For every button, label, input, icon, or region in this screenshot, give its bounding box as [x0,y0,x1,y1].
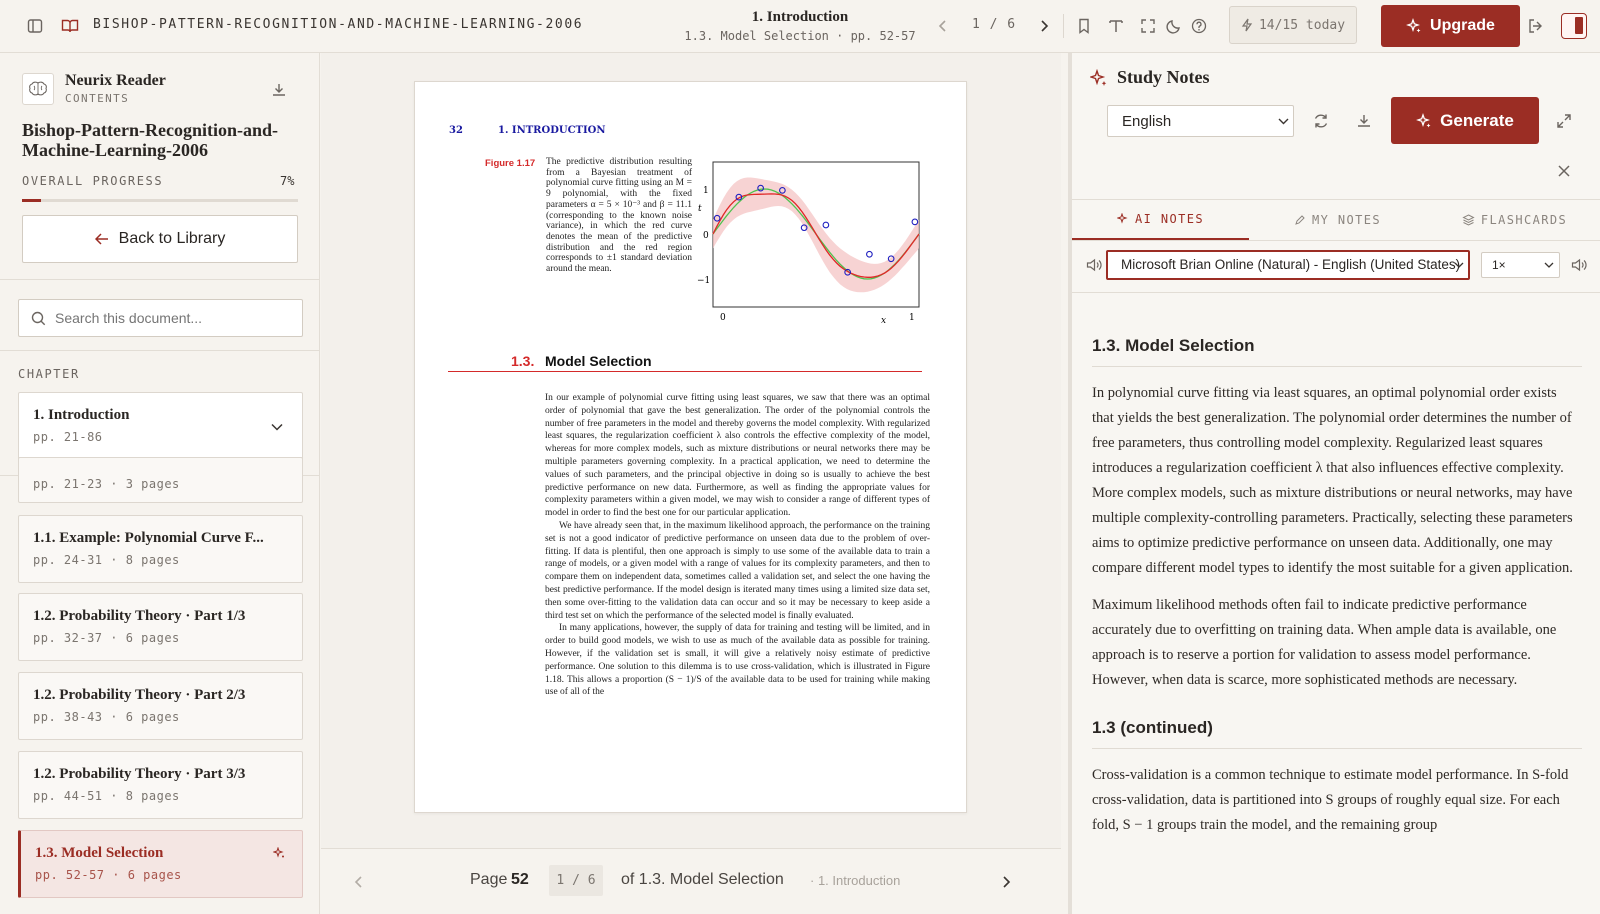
upgrade-button[interactable] [1381,5,1520,47]
fullscreen-icon[interactable] [1137,15,1159,37]
expand-icon[interactable] [1553,110,1575,132]
y-tick-label: −1 [697,276,711,286]
tab-label: MY NOTES [1312,213,1381,227]
chapter-label: CHAPTER [18,367,80,381]
x-axis-label: x [881,316,887,326]
current-page: 52 [511,871,529,888]
close-icon[interactable] [1553,160,1575,182]
toc-item-title: 1.2. Probability Theory · Part 3/3 [33,766,246,782]
page-input[interactable]: 1 / 6 [549,865,603,896]
help-icon[interactable] [1188,15,1210,37]
notes-heading: 1.3. Model Selection [1092,333,1582,367]
page-counter: 1 / 6 [972,17,1017,32]
refresh-icon[interactable] [1310,110,1332,132]
pencil-icon [1294,214,1306,226]
tab-label: FLASHCARDS [1480,213,1568,227]
search-icon [31,311,46,326]
body-paragraph: In our example of polynomial curve fitting using least squares, we saw that there was an optimal order of polynomial that gave the best generalization. The order of the polynomial controls the number of free parameters in the model and thereby governs the model complexity. With regularized least squares, the regularization coefficient λ also controls the effective complexity of the model, whereas for more complex models, such as mixture distributions or neural networks there may be multiple parameters governing complexity. In a practical application, we need to determine the values of such parameters, and the principal objective in doing so is usually to achieve the best predictive performance on new data. Furthermore, as well as finding the appropriate values for complexity parameters within a given model, we may wish to consider a range of different types of model in order to find the best one for our particular application. [545,393,930,519]
language-select[interactable] [1107,105,1294,137]
panel-title: Study Notes [1117,67,1210,87]
back-to-library-button[interactable] [22,215,298,263]
app-name: Neurix Reader [65,72,166,89]
voice-select[interactable] [1106,250,1470,280]
toc-item-pages: pp. 21-23 · 3 pages [33,477,180,491]
language-value: English [1122,113,1172,130]
sidebar-toggle-icon[interactable] [24,15,46,37]
chapter-hint: · 1. Introduction [810,873,901,888]
sparkle-icon [1416,113,1432,129]
divider [1072,292,1600,293]
brain-logo-icon [22,73,54,105]
divider [1063,14,1064,38]
page-footer [321,848,1061,914]
progress-fill [22,199,41,202]
progress-percent: 7% [280,174,295,188]
bookmark-icon[interactable] [1073,15,1095,37]
voice-value: Microsoft Brian Online (Natural) - English (United States) [1121,257,1461,272]
toc-item-title: 1.2. Probability Theory · Part 2/3 [33,687,246,703]
toc-item-title: 1.2. Probability Theory · Part 1/3 [33,608,246,624]
toc-item-title: 1.1. Example: Polynomial Curve F... [33,530,264,546]
pdf-page [414,81,967,813]
figure-caption: The predictive distribution resulting from a Bayesian treatment of polynomial curve fitting using an M = 9 polynomial, with the fixed parameters α = 5 × 10⁻³ and β = 11.1 (corresponding to the known noise variance), in which the red curve denotes the mean of the predictive distribution and the red region corresponds to ±1 standard deviation around the mean. [546,157,692,275]
toc-item[interactable] [18,457,303,503]
body-paragraph: We have already seen that, in the maximum likelihood approach, the performance on the training set is not a good indicator of predictive performance on unseen data due to the problem of over-fitting. If data is plentiful, then one approach is simply to use some of the available data to train a range of models, or a given model with a range of values for its complexity parameters, and then to compare them on independent data, sometimes called a validation set, and select the one having the best predictive performance. If the model design is iterated many times using a limited size data set, then some over-fitting to the validation data can occur and so it may be necessary to keep aside a third test set on which the performance of the selected model is finally evaluated. [545,520,930,621]
logout-icon[interactable] [1525,15,1547,37]
notes-paragraph: In polynomial curve fitting via least squares, an optimal polynomial order exists that yields the best generalization. The polynomial order determines the number of free parameters, thus controlling model complexity. Regularized least squares introduces a regularization coefficient λ that also influences effective complexity. More complex models, such as mixture distributions or neural networks, may have multiple complexity-controlling parameters. Practically, selecting these parameters aims to optimize predictive performance on unseen data. Additionally, one may compare different model types to identify the most suitable for a given application. [1092,385,1573,576]
progress-label: OVERALL PROGRESS [22,174,164,188]
x-tick-label: 0 [720,313,726,323]
notes-heading: 1.3 (continued) [1092,715,1582,749]
tab-flashcards[interactable] [1426,200,1600,240]
sparkle-icon [273,847,285,859]
toc-item-pages: pp. 52-57 · 6 pages [35,868,182,882]
generate-button[interactable] [1391,97,1539,144]
chapter-select[interactable] [18,392,303,462]
text-size-icon[interactable] [1105,15,1127,37]
figure-label: Figure 1.17 [485,158,536,169]
chapter-subtitle: 1.3. Model Selection · pp. 52-57 [684,29,916,43]
section-title: Model Selection [545,353,652,369]
prev-page-icon[interactable] [932,15,954,37]
tab-my-notes[interactable] [1249,200,1426,240]
sparkle-icon [1406,18,1422,34]
y-axis-label: t [698,204,702,214]
book-icon [59,15,81,37]
toc-item-active[interactable] [18,830,303,898]
running-head: 1. INTRODUCTION [498,125,606,136]
dark-mode-icon[interactable] [1163,15,1185,37]
toc-item-pages: pp. 32-37 · 6 pages [33,631,180,645]
chapter-title: 1. Introduction [751,9,849,25]
toc-item[interactable] [18,751,303,819]
toc-item-pages: pp. 24-31 · 8 pages [33,553,180,567]
study-notes-panel [1068,53,1600,914]
body-paragraph: In many applications, however, the supply of data for training and testing will be limited, and in order to build good models, we wish to use as much of the available data as possible for training. However, if the validation set is small, it will give a relatively noisy estimate of predictive performance. One solution to this dilemma is to use cross-validation, which is illustrated in Figure 1.18. This allows a proportion (S − 1)/S of the available data to be used for training while making use of all of the [545,623,930,698]
document-viewer [321,53,1061,914]
chapter-select-pages: pp. 21-86 [33,430,103,444]
upgrade-label: Upgrade [1430,17,1495,34]
speed-value: 1× [1492,258,1506,272]
notes-paragraph: Maximum likelihood methods often fail to indicate predictive performance accurately due to overfitting on training data. When ample data is available, one approach is to reserve a portion for validation to assess model performance. However, when data is scarce, more sophisticated methods are necessary. [1092,597,1557,688]
notes-paragraph: Cross-validation is a common technique to estimate model performance. In S-fold cross-validation, data is partitioned into S groups of roughly equal size. For each fold, S − 1 groups train the model, and the remaining group [1092,767,1569,833]
back-label: Back to Library [118,230,226,247]
y-tick-label: 0 [703,231,709,241]
top-bar [0,0,1600,53]
search-input[interactable] [55,308,290,328]
lightning-icon [1241,18,1253,32]
y-tick-label: 1 [703,186,709,196]
divider [0,350,320,351]
toc-item-pages: pp. 38-43 · 6 pages [33,710,180,724]
daily-usage-text: 14/15 today [1258,17,1346,33]
toc-item[interactable] [18,672,303,740]
section-rule [448,371,922,372]
next-page-icon[interactable] [1033,15,1055,37]
body-text [545,392,930,699]
page-number: 32 [449,125,463,136]
arrow-left-icon [95,233,109,245]
panel-toggle-icon[interactable] [1561,13,1587,39]
speaker-icon[interactable] [1083,254,1105,276]
toc-item-pages: pp. 44-51 · 8 pages [33,789,180,803]
section-number: 1.3. [511,353,535,369]
divider [0,279,320,280]
toc-item[interactable] [18,593,303,661]
layers-icon [1462,214,1475,226]
generate-label: Generate [1440,110,1514,130]
search-box[interactable] [18,299,303,337]
chevron-down-icon [271,423,283,431]
chevron-down-icon [1454,262,1464,269]
toc-item-title: 1.3. Model Selection [35,845,164,861]
daily-usage-badge [1229,6,1357,44]
chevron-down-icon [1544,262,1554,269]
volume-icon[interactable] [1568,254,1590,276]
page-word: Page [470,871,508,888]
chevron-down-icon [1278,118,1289,125]
divider [1072,240,1600,241]
chapter-select-title: 1. Introduction [33,407,130,423]
x-tick-label: 1 [909,313,915,323]
download-icon[interactable] [1353,110,1375,132]
tab-ai-notes[interactable] [1072,200,1249,240]
sparkle-icon [1117,213,1129,225]
download-icon[interactable] [268,79,290,101]
tab-label: AI NOTES [1135,212,1204,226]
toc-item[interactable] [18,515,303,583]
figure-plot [695,154,925,329]
speed-select[interactable] [1481,252,1560,278]
document-title: BISHOP-PATTERN-RECOGNITION-AND-MACHINE-LEARNING-2006 [93,17,584,32]
ai-notes-content [1092,333,1582,850]
sidebar [0,53,320,914]
prev-page-icon[interactable] [348,871,370,893]
sparkle-icon [1090,69,1108,87]
next-page-icon[interactable] [995,871,1017,893]
section-of-text: of 1.3. Model Selection [621,871,784,888]
book-title: Bishop-Pattern-Recognition-and-Machine-Learning-2006 [22,120,278,160]
progress-track [22,199,298,202]
contents-label: CONTENTS [65,92,130,105]
